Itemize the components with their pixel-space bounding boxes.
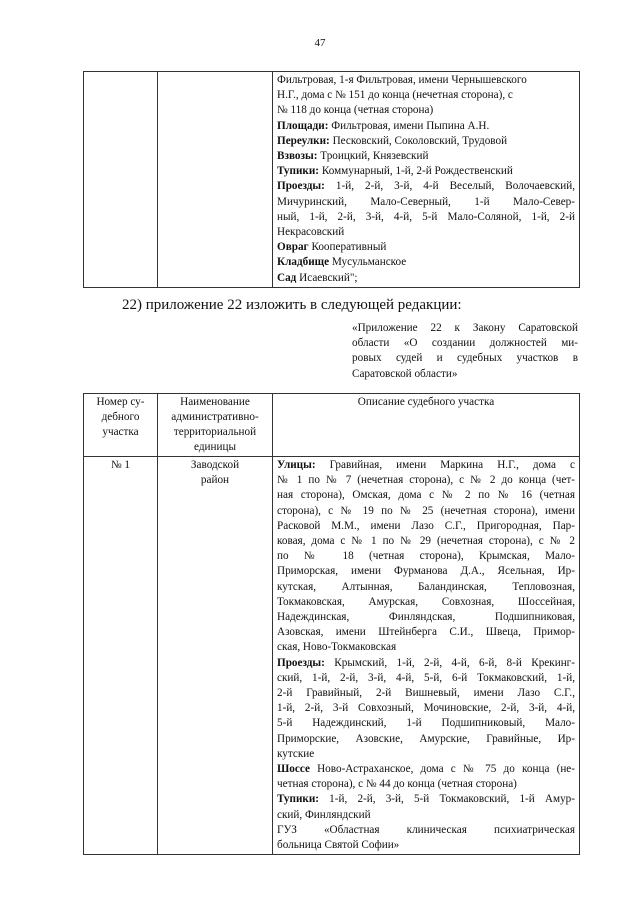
description-line: Надеждинская, Финляндская, Подшипниковая, [277,611,575,624]
reference-line: ровых судей и судебных участков в [352,352,578,365]
description-line: Н.Г., дома с № 151 до конца (нечетная сторона), с [277,89,513,102]
table-row [84,457,580,855]
description-line: ская, Ново-Токмаковская [277,641,397,654]
description-line: 5-й Надеждинский, 1-й Подшипниковый, Мало- [277,717,575,730]
description-line: ный, 1-й, 2-й, 3-й, 4-й, 5-й Мало-Соляной, 1-й, 2-й [277,210,575,223]
description-line: кутская, Алтынная, Баландинская, Тепловозная, [277,580,575,593]
district-number: № 1 [84,457,158,855]
dead-ends-entry: Тупики: 1-й, 2-й, 3-й, 5-й Токмаковский, 1-й Амур- [277,793,575,806]
description-line: кутские [277,747,315,760]
cemetery-entry: Кладбище Мусульманское [277,256,407,269]
number-cell [84,72,158,288]
reference-line: области «О создании должностей ми- [352,337,578,350]
continuation-table [83,71,580,288]
description-line: Расковой М.М., имени Лазо С.Г., Пригородная, Пар- [277,519,575,532]
table-header-row [84,394,580,457]
hospital-entry: ГУЗ «Областная клиническая психиатрическая [277,823,575,836]
description-line: ский, 1-й, 2-й, 3-й, 4-й, 5-й, 6-й Токмаковский, 1-й, [277,671,575,684]
description-line: Приморская, имени Фурманова Д.А., Ясельная, Ир- [277,565,575,578]
description-line: ский, Финляндский [277,808,371,821]
description-line: Некрасовский [277,226,345,239]
reference-line: Саратовской области» [352,367,458,380]
header-number: Номер су- дебного участка [84,394,158,457]
squares-entry: Площади: Фильтровая, имени Пыпина А.Н. [277,119,490,132]
description-line: Мичуринский, Мало-Северный, 1-й Мало-Север- [277,195,575,208]
passages-entry: Проезды: 1-й, 2-й, 3-й, 4-й Веселый, Волочаевский, [277,180,575,193]
description-cell [273,72,580,288]
streets-entry: Улицы: Гравийная, имени Маркина Н.Г., дома с [277,459,575,471]
amendment-text: 22) приложение 22 изложить в следующей редакции: [122,297,462,313]
court-districts-table [83,393,580,855]
ravine-entry: Овраг Кооперативный [277,241,387,254]
description-line: 1-й, 2-й, 3-й Совхозный, Мочиновские, 2-й, 3-й, 4-й, [277,702,575,715]
page-number: 47 [314,37,326,49]
header-unit: Наименование административно- территориальной единицы [158,394,273,457]
district-description [273,457,580,855]
description-line: четная сторона), с № 44 до конца (четная сторона) [277,778,517,791]
description-line: Токмаковская, Амурская, Совхозная, Шоссейная, [277,595,575,608]
passages-entry: Проезды: Крымский, 1-й, 2-й, 4-й, 6-й, 8-й Крекинг- [277,656,575,669]
description-line: ная сторона), Омская, дома с № 2 по № 16 (четная [277,489,575,502]
descents-entry: Взвозы: Троицкий, Князевский [277,150,429,163]
description-line: по № 18 (четная сторона), Крымская, Мало- [277,550,575,563]
description-line: сторона), с № 19 по № 25 (нечетная сторона), имени [277,504,575,517]
reference-line: «Приложение 22 к Закону Саратовской [352,322,578,334]
description-line: № 1 по № 7 (нечетная сторона), с № 2 до конца (чет- [277,474,575,487]
highway-entry: Шоссе Ново-Астраханское, дома с № 75 до конца (не- [277,763,575,776]
appendix-reference [352,321,578,382]
description-line: ковая, дома с № 1 по № 29 (нечетная сторона), с № 2 [277,535,575,548]
description-line: № 118 до конца (четная сторона) [277,104,434,117]
unit-cell [158,72,273,288]
garden-entry: Сад Исаевский"; [277,271,358,284]
header-description: Описание судебного участка [273,394,580,457]
description-line: Приморские, Азовские, Амурские, Гравийные, Ир- [277,732,575,745]
description-line: Азовская, имени Штейнберга С.И., Швеца, Примор- [277,626,575,639]
description-line: больница Святой Софии» [277,839,400,852]
description-line: 2-й Гравийный, 2-й Вишневый, имени Лазо С.Г., [277,687,575,700]
description-line: Фильтровая, 1-я Фильтровая, имени Чернышевского [277,74,527,86]
lanes-entry: Переулки: Песковский, Соколовский, Трудовой [277,134,508,147]
table-row [84,72,580,288]
dead-ends-entry: Тупики: Коммунарный, 1-й, 2-й Рождественский [277,165,513,178]
district-unit: Заводской район [158,457,273,855]
